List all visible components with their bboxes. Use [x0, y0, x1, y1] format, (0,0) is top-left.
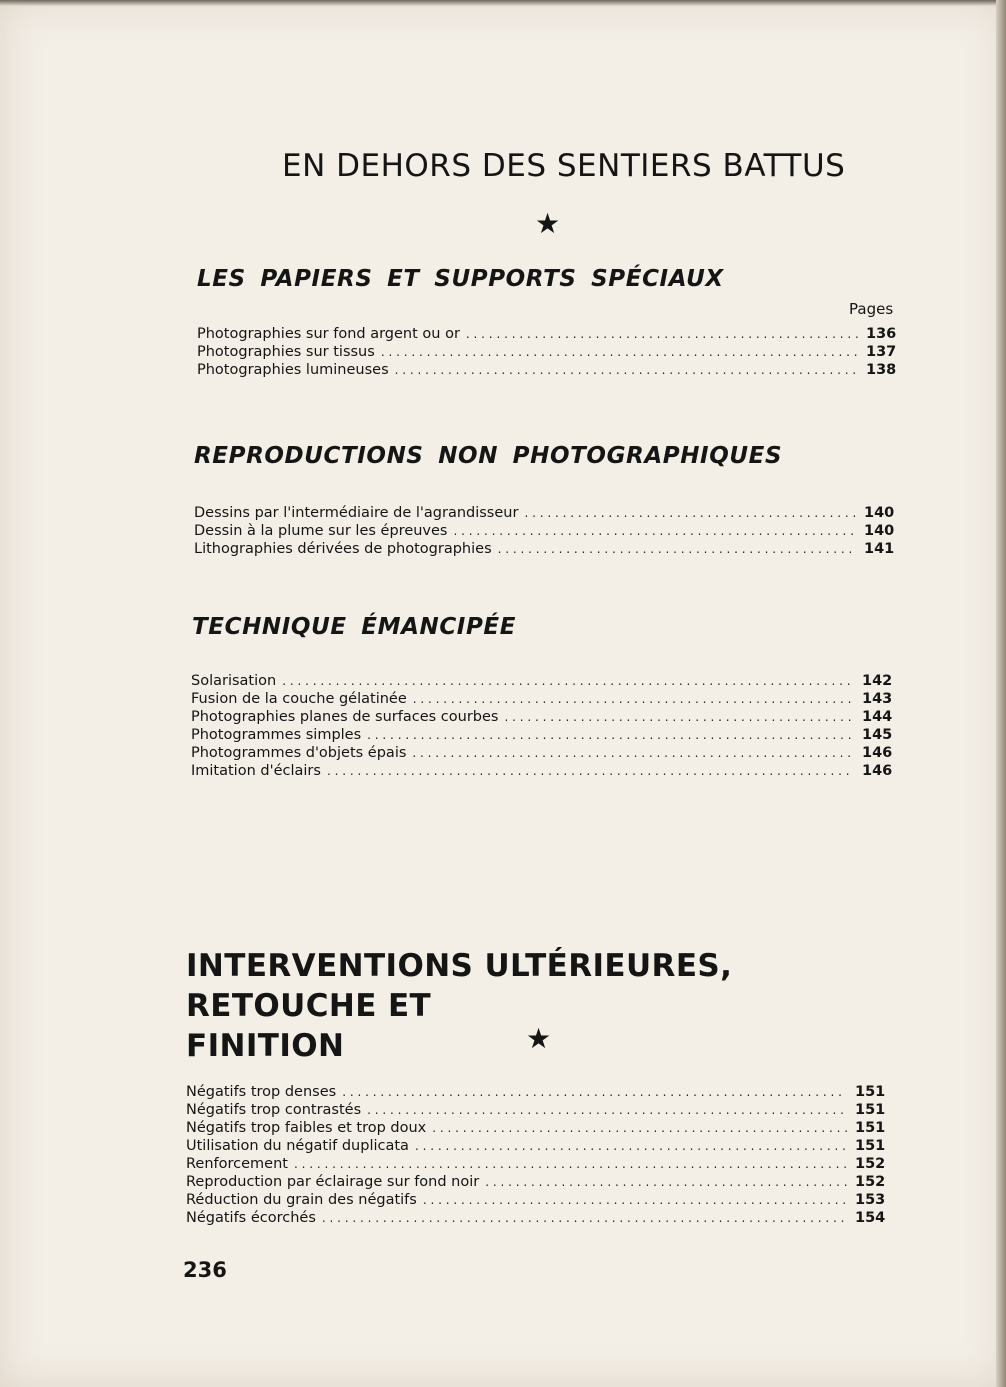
star-ornament-bottom: ★ — [526, 1022, 552, 1055]
leader-dots — [381, 343, 858, 361]
toc-entry-label: Utilisation du négatif duplicata — [186, 1138, 409, 1154]
section-title-technique: TECHNIQUE ÉMANCIPÉE — [192, 614, 517, 640]
toc-entry — [186, 1137, 886, 1155]
section-title-papiers: LES PAPIERS ET SUPPORTS SPÉCIAUX — [197, 266, 724, 292]
toc-entry — [194, 522, 895, 540]
leader-dots — [294, 1155, 847, 1173]
toc-entry — [194, 504, 895, 522]
toc-entry-page: 145 — [862, 727, 893, 743]
toc-entry — [197, 361, 897, 379]
toc-entry-label: Renforcement — [186, 1156, 288, 1172]
toc-entry-page: 136 — [866, 326, 897, 342]
part-two-title-line1: INTERVENTIONS ULTÉRIEURES, RETOUCHE ET — [186, 948, 733, 1024]
toc-entry — [191, 672, 893, 690]
toc-entry-label: Photographies sur tissus — [197, 344, 375, 360]
leader-dots — [395, 361, 858, 379]
toc-entry — [186, 1101, 886, 1119]
toc-entry-page: 138 — [866, 362, 897, 378]
toc-entry-page: 151 — [855, 1120, 886, 1136]
toc-entry-label: Solarisation — [191, 673, 277, 689]
toc-entry-page: 151 — [855, 1138, 886, 1154]
toc-list-interventions — [186, 1083, 886, 1227]
leader-dots — [342, 1083, 847, 1101]
toc-entry-page: 152 — [855, 1156, 886, 1172]
toc-entry — [197, 343, 897, 361]
leader-dots — [322, 1209, 847, 1227]
leader-dots — [485, 1173, 847, 1191]
leader-dots — [282, 672, 854, 690]
toc-entry-label: Photographies planes de surfaces courbes — [191, 709, 499, 725]
toc-entry-page: 141 — [864, 541, 895, 557]
leader-dots — [524, 504, 856, 522]
toc-entry-page: 146 — [862, 763, 893, 779]
toc-entry — [191, 690, 893, 708]
toc-entry-page: 144 — [862, 709, 893, 725]
toc-entry-label: Photographies sur fond argent ou or — [197, 326, 460, 342]
toc-entry-label: Négatifs trop contrastés — [186, 1102, 362, 1118]
leader-dots — [367, 726, 854, 744]
toc-entry-page: 151 — [855, 1102, 886, 1118]
leader-dots — [498, 540, 856, 558]
leader-dots — [412, 744, 854, 762]
section-title-reproductions: REPRODUCTIONS NON PHOTOGRAPHIQUES — [194, 443, 783, 469]
toc-entry — [186, 1173, 886, 1191]
toc-entry — [191, 762, 893, 780]
toc-entry — [197, 325, 897, 343]
toc-entry-page: 151 — [855, 1084, 886, 1100]
toc-entry — [191, 744, 893, 762]
leader-dots — [453, 522, 856, 540]
toc-entry-page: 140 — [864, 505, 895, 521]
star-ornament-top: ★ — [535, 207, 561, 240]
toc-entry — [194, 540, 895, 558]
toc-entry-label: Reproduction par éclairage sur fond noir — [186, 1174, 480, 1190]
toc-entry-page: 152 — [855, 1174, 886, 1190]
toc-entry — [186, 1119, 886, 1137]
toc-entry-page: 143 — [862, 691, 893, 707]
toc-entry-label: Photographies lumineuses — [197, 362, 389, 378]
toc-entry — [191, 708, 893, 726]
page-right-edge — [996, 0, 1006, 1387]
toc-entry-label: Dessins par l'intermédiaire de l'agrandisseur — [194, 505, 519, 521]
pages-column-label: Pages — [849, 300, 894, 318]
toc-entry-label: Négatifs écorchés — [186, 1210, 316, 1226]
leader-dots — [413, 690, 854, 708]
toc-entry-label: Lithographies dérivées de photographies — [194, 541, 492, 557]
toc-entry-label: Négatifs trop faibles et trop doux — [186, 1120, 427, 1136]
toc-entry — [191, 726, 893, 744]
toc-entry-page: 154 — [855, 1210, 886, 1226]
leader-dots — [466, 325, 858, 343]
page-number: 236 — [183, 1258, 227, 1282]
toc-list-reproductions — [194, 504, 895, 558]
main-title: EN DEHORS DES SENTIERS BATTUS — [282, 148, 846, 184]
leader-dots — [367, 1101, 847, 1119]
page-top-edge — [0, 0, 1006, 6]
toc-entry-label: Photogrammes simples — [191, 727, 362, 743]
toc-list-papiers — [197, 325, 897, 379]
toc-entry-label: Photogrammes d'objets épais — [191, 745, 407, 761]
toc-entry-label: Réduction du grain des négatifs — [186, 1192, 417, 1208]
part-two-title-line2: FINITION — [186, 1028, 345, 1064]
toc-entry-label: Négatifs trop denses — [186, 1084, 337, 1100]
toc-entry-page: 140 — [864, 523, 895, 539]
toc-entry — [186, 1191, 886, 1209]
leader-dots — [415, 1137, 847, 1155]
toc-entry — [186, 1083, 886, 1101]
toc-list-technique — [191, 672, 893, 780]
toc-entry-label: Imitation d'éclairs — [191, 763, 321, 779]
leader-dots — [423, 1191, 847, 1209]
toc-entry-label: Dessin à la plume sur les épreuves — [194, 523, 448, 539]
toc-entry-page: 137 — [866, 344, 897, 360]
toc-entry-page: 142 — [862, 673, 893, 689]
toc-entry-label: Fusion de la couche gélatinée — [191, 691, 407, 707]
toc-entry — [186, 1155, 886, 1173]
toc-entry-page: 146 — [862, 745, 893, 761]
toc-entry — [186, 1209, 886, 1227]
toc-entry-page: 153 — [855, 1192, 886, 1208]
leader-dots — [504, 708, 854, 726]
leader-dots — [432, 1119, 847, 1137]
leader-dots — [327, 762, 854, 780]
